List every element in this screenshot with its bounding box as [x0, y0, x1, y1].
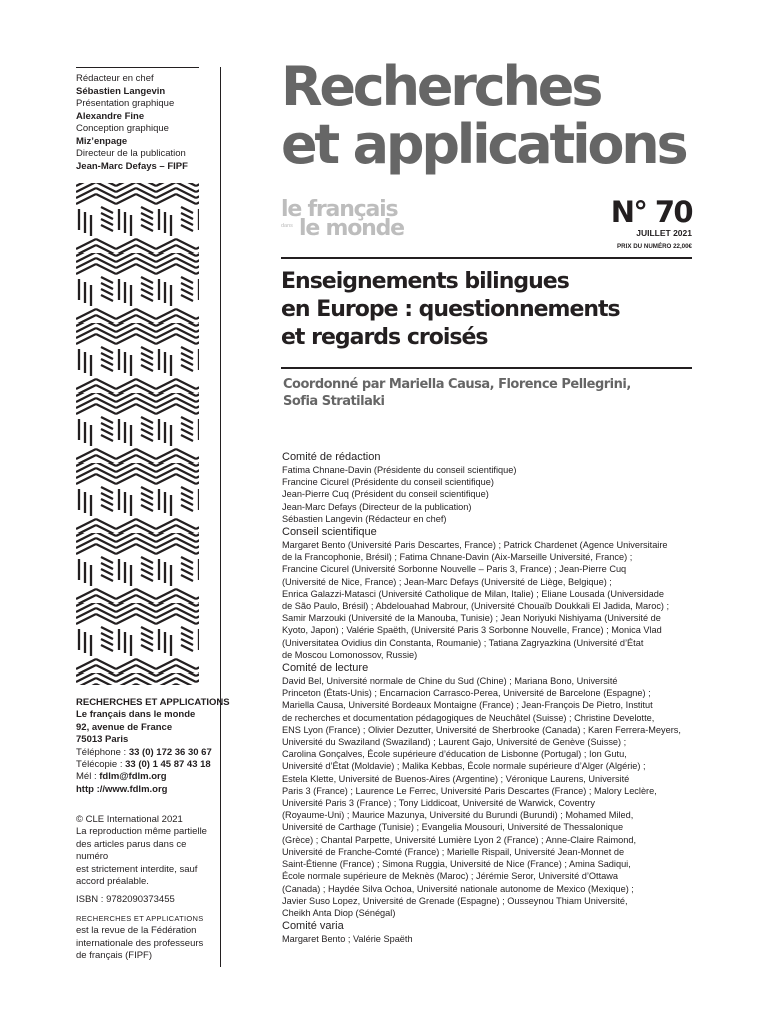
phone-label: Téléphone :: [76, 746, 129, 758]
committee-member-line: (Universitatea Ovidius din Constanta, Roumanie) ; Tatiana Zagryazkina (Université d’État: [282, 637, 644, 648]
sidebar-top-rule: [76, 67, 199, 68]
coordination: [283, 377, 703, 410]
address-line: RECHERCHES ET APPLICATIONS: [76, 697, 230, 708]
committee-member-line: Paris 3 (France) ; Laurence Le Ferrec, Université Paris Descartes (France) ; Malory Leclère,: [282, 785, 657, 796]
fax-line: [76, 759, 221, 771]
website-line: [76, 784, 221, 796]
address-line: 75013 Paris: [76, 734, 129, 746]
committee-heading: Comité de rédaction: [282, 451, 381, 463]
committee-member-line: Jean-Marc Defays (Directeur de la publication): [282, 501, 472, 512]
copyright-notice: [76, 814, 221, 962]
copyright-line: accord préalable.: [76, 876, 149, 888]
credit-name: Sébastien Langevin: [76, 85, 166, 97]
committee-member-line: Enrica Galazzi-Matasci (Université Catholique de Milan, Italie) ; Eliane Lousada (Universidade: [282, 588, 664, 599]
fdlm-logo: [281, 197, 441, 245]
logo-line-1: le français: [281, 197, 398, 222]
committee-member-line: de recherches et documentation pédagogiques de Neuchâtel (Suisse) ; Christine Develotte,: [282, 712, 655, 723]
committee-member-line: de São Paulo, Brésil) ; Abdelouahad Mabrour, (Université Chouaïb Doukkali El Jadida, Maroc) ;: [282, 601, 670, 612]
editorial-credits: [76, 73, 236, 173]
journal-title-line: Recherches: [281, 55, 601, 118]
committee-member-line: Mariella Causa, Université Bordeaux Montaigne (France) ; Jean-François De Pietro, Institut: [282, 700, 653, 711]
committee-member-line: Cheikh Anta Diop (Sénégal): [282, 907, 396, 918]
committee-member-line: (Université de Nice, France) ; Jean-Marc Defays (Université de Liège, Belgique) ;: [282, 576, 612, 587]
committee-member-line: Samir Marzouki (Université de la Manouba, Tunisie) ; Jean Noriyuki Nishiyama (Université de: [282, 613, 661, 624]
phone-number: 33 (0) 172 36 30 67: [128, 746, 212, 758]
committee-member-line: Francine Cicurel (Présidente du conseil scientifique): [282, 477, 494, 488]
committee-member-line: Université d’État (Moldavie) ; Malika Kebbas, École normale supérieure d’Alger (Algérie) ;: [282, 761, 646, 772]
copyright-line: est strictement interdite, sauf: [76, 863, 198, 875]
subject-line: et regards croisés: [281, 325, 488, 350]
committee-member-line: Université Paris 3 (France) ; Tony Liddicoat, Université de Warwick, Coventry: [282, 798, 595, 809]
committee-heading: Conseil scientifique: [282, 526, 377, 539]
committee-member-line: Margaret Bento (Université Paris Descartes, France) ; Patrick Chardenet (Agence Universitaire: [282, 540, 668, 551]
fax-label: Télécopie :: [76, 759, 126, 771]
committee-member-line: Fatima Chnane-Davin (Présidente du conseil scientifique): [282, 465, 517, 475]
committee-member-line: de Moscou Lomonossov, Russie): [282, 649, 418, 660]
credit-role: Rédacteur en chef: [76, 73, 154, 84]
address-line: Le français dans le monde: [76, 709, 196, 721]
committee-member-line: Estela Klette, Université de Buenos-Aires (Argentine) ; Véronique Laurens, Université: [282, 773, 630, 784]
committee-member-line: ENS Lyon (France) ; Olivier Dezutter, Université de Sherbrooke (Canada) ; Karen Ferrera-Meyers,: [282, 724, 681, 735]
credit-name: Alexandre Fine: [76, 110, 145, 122]
credit-role: Présentation graphique: [76, 98, 175, 109]
committees-section: [282, 450, 697, 945]
committee-member-line: Université de Franche-Comté (France) ; Marielle Rispail, Université Jean-Monnet de: [282, 846, 625, 857]
committee-member-line: Sébastien Langevin (Rédacteur en chef): [282, 513, 447, 524]
fax-number: 33 (0) 1 45 87 43 18: [125, 759, 211, 771]
credit-role: Conception graphique: [76, 123, 169, 134]
committee-member-line: Carolina Gonçalves, École supérieure d’éducation de Lisbonne (Portugal) ; Ion Gutu,: [282, 749, 627, 760]
isbn: ISBN : 9782090373455: [76, 894, 175, 906]
phone-line: [76, 747, 221, 759]
copyright-line: des articles parus dans ce numéro: [76, 838, 187, 863]
committee-member-line: (Royaume-Uni) ; Maurice Mazunya, Université du Burundi (Burundi) ; Mohamed Miled,: [282, 810, 634, 821]
credit-name: Jean-Marc Defays – FIPF: [76, 160, 188, 172]
copyright-line: La reproduction même partielle: [76, 826, 207, 838]
committee-member-line: Université de Carthage (Tunisie) ; Evangelia Mousouri, Université de Thessalonique: [282, 822, 624, 833]
website-link[interactable]: http ://www.fdlm.org: [76, 783, 168, 795]
logo-line-2: le monde: [299, 216, 404, 241]
logo-dans: dans: [281, 223, 293, 229]
issue-number: N° 70: [610, 195, 692, 229]
committee-member-line: (Canada) ; Haydée Silva Ochoa, Université nationale autonome de Mexico (Mexique) ;: [282, 883, 634, 894]
review-name: RECHERCHES ET APPLICATIONS: [76, 913, 204, 923]
subject-line: en Europe : questionnements: [281, 297, 620, 322]
review-line: internationale des professeurs: [76, 937, 204, 949]
committee-member-line: David Bel, Université normale de Chine du Sud (Chine) ; Mariana Bono, Université: [282, 676, 618, 687]
committee-member-line: Princeton (États-Unis) ; Encarnacion Carrasco-Perea, Université de Barcelone (Espagne) ;: [282, 688, 651, 699]
subject-rule: [281, 367, 692, 369]
review-line: est la revue de la Fédération: [76, 925, 197, 937]
committee-member-line: (Grèce) ; Chantal Parpette, Université Lumière Lyon 2 (France) ; Anne-Claire Raimond,: [282, 834, 637, 845]
issue-block: [600, 196, 692, 253]
email-label: Mél :: [76, 771, 100, 783]
publisher-address: [76, 697, 230, 796]
credit-name: Miz’enpage: [76, 135, 128, 147]
issue-date: JUILLET 2021: [636, 228, 692, 238]
coordination-line: Coordonné par Mariella Causa, Florence Pellegrini,: [283, 377, 631, 392]
committee-member-line: Saint-Étienne (France) ; Simona Ruggia, Université de Nice (France) ; Amina Sadiqui,: [282, 859, 631, 870]
email-link[interactable]: fdlm@fdlm.org: [99, 771, 167, 783]
decorative-cube-pattern: [76, 183, 199, 685]
email-line: [76, 771, 221, 783]
journal-title: [281, 55, 701, 176]
address-line: 92, avenue de France: [76, 721, 173, 733]
copyright-line: © CLE International 2021: [76, 814, 183, 825]
title-rule: [281, 257, 692, 259]
committee-member-line: Jean-Pierre Cuq (Président du conseil scientifique): [282, 489, 489, 500]
committee-member-line: Kyoto, Japon) ; Valérie Spaëth, (Université Paris 3 Sorbonne Nouvelle, France) ; Monica Vlad: [282, 625, 662, 636]
issue-price: PRIX DU NUMÉRO 22,00€: [617, 243, 692, 250]
subject-line: Enseignements bilingues: [281, 269, 569, 294]
committee-member-line: Javier Suso Lopez, Université de Grenade (Espagne) ; Ousseynou Thiam Université,: [282, 895, 628, 906]
committee-heading: Comité varia: [282, 920, 344, 933]
review-line: de français (FIPF): [76, 950, 153, 962]
committee-member-line: Francine Cicurel (Université Sorbonne Nouvelle – Paris 3, France) ; Jean-Pierre Cuq: [282, 564, 627, 575]
committee-heading: Comité de lecture: [282, 662, 369, 675]
credit-role: Directeur de la publication: [76, 148, 186, 159]
coordination-line: Sofia Stratilaki: [283, 393, 385, 409]
committee-member-line: Margaret Bento ; Valérie Spaëth: [282, 934, 413, 945]
journal-title-line: et applications: [281, 113, 686, 176]
committee-member-line: École normale supérieure de Meknès (Maroc) ; Jérémie Seror, Université d’Ottawa: [282, 871, 618, 882]
issue-subject: [281, 268, 701, 352]
committee-member-line: de la Francophonie, Brésil) ; Fatima Chnane-Davin (Aix-Marseille Université, France) ;: [282, 552, 633, 563]
committee-member-line: Université du Swaziland (Swaziland) ; Laurent Gajo, Université de Genève (Suisse) ;: [282, 737, 627, 748]
